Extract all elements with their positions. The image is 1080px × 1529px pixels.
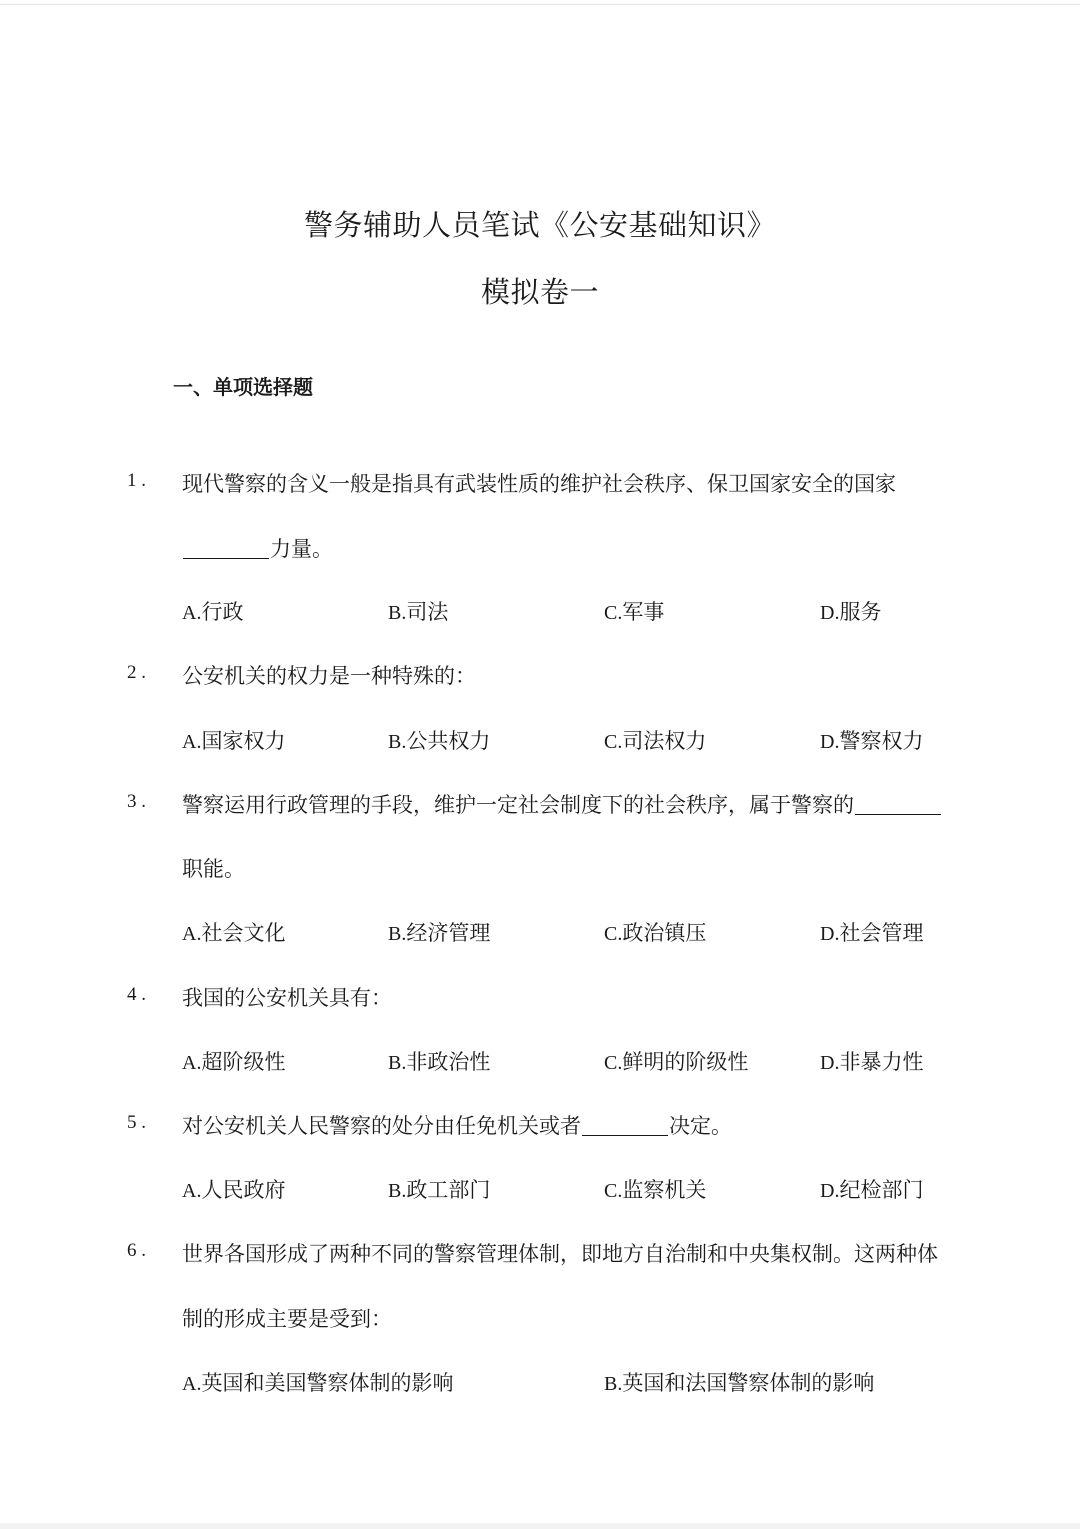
question-1-option-a	[182, 596, 243, 626]
question-4-stem-line1: 我国的公安机关具有：	[182, 986, 392, 1010]
option-letter: B.	[388, 1180, 407, 1202]
option-letter: B.	[388, 1052, 407, 1074]
option-text: 英国和法国警察体制的影响	[622, 1371, 875, 1395]
question-2-option-b	[388, 725, 490, 755]
option-text: 社会文化	[201, 921, 286, 945]
question-3-option-a	[182, 917, 285, 947]
question-4-option-c	[604, 1046, 748, 1076]
question-5-option-a	[182, 1174, 285, 1204]
question-5-stem-line1	[182, 1110, 732, 1140]
option-letter: D.	[820, 731, 840, 753]
option-letter: D.	[820, 602, 840, 624]
option-letter: A.	[182, 1180, 202, 1202]
question-3-option-c	[604, 917, 706, 947]
option-text: 纪检部门	[839, 1178, 924, 1202]
option-letter: C.	[604, 731, 623, 753]
question-5-stem-before-blank: 对公安机关人民警察的处分由任免机关或者	[182, 1114, 581, 1138]
option-text: 国家权力	[201, 729, 286, 753]
question-6-number: 6 .	[127, 1240, 146, 1261]
question-6-option-a	[182, 1367, 453, 1397]
answer-blank	[582, 1134, 668, 1136]
option-letter: C.	[604, 1180, 623, 1202]
option-text: 鲜明的阶级性	[622, 1050, 749, 1074]
question-2-option-d	[820, 725, 923, 755]
question-6-option-b	[604, 1367, 874, 1397]
question-2-stem-line1: 公安机关的权力是一种特殊的：	[182, 664, 476, 688]
question-3-option-d	[820, 917, 923, 947]
page-bottom-border	[0, 1523, 1080, 1529]
question-5-number: 5 .	[127, 1112, 146, 1133]
question-4-number: 4 .	[127, 984, 146, 1005]
question-3-option-b	[388, 917, 490, 947]
option-text: 公共权力	[406, 729, 491, 753]
option-letter: A.	[182, 1373, 202, 1395]
option-letter: B.	[388, 731, 407, 753]
option-letter: D.	[820, 1052, 840, 1074]
question-3-stem-line1-text: 警察运用行政管理的手段，维护一定社会制度下的社会秩序，属于警察的	[182, 793, 854, 817]
option-letter: A.	[182, 731, 202, 753]
question-4-option-b	[388, 1046, 490, 1076]
question-1-option-d	[820, 596, 881, 626]
question-2-option-a	[182, 725, 285, 755]
option-letter: C.	[604, 1052, 623, 1074]
answer-blank	[855, 813, 941, 815]
question-2-number: 2 .	[127, 662, 146, 683]
answer-blank	[183, 557, 269, 559]
page-top-border	[0, 4, 1080, 5]
option-text: 政工部门	[406, 1178, 491, 1202]
option-text: 司法权力	[622, 729, 707, 753]
document-subtitle: 模拟卷一	[480, 275, 599, 309]
option-text: 军事	[622, 600, 665, 624]
option-letter: B.	[604, 1373, 623, 1395]
option-text: 非暴力性	[839, 1050, 924, 1074]
option-text: 人民政府	[201, 1178, 286, 1202]
option-letter: D.	[820, 923, 840, 945]
question-5-option-c	[604, 1174, 706, 1204]
question-3-stem-line1	[182, 789, 942, 819]
question-1-option-b	[388, 596, 448, 626]
option-text: 经济管理	[406, 921, 491, 945]
question-5-stem-after-blank: 决定。	[669, 1114, 732, 1138]
option-text: 政治镇压	[622, 921, 707, 945]
option-text: 超阶级性	[201, 1050, 286, 1074]
section-heading: 一、单项选择题	[173, 375, 313, 399]
question-3-number: 3 .	[127, 791, 146, 812]
question-1-number: 1 .	[127, 470, 146, 491]
option-letter: C.	[604, 923, 623, 945]
option-text: 英国和美国警察体制的影响	[201, 1371, 454, 1395]
option-letter: D.	[820, 1180, 840, 1202]
option-letter: A.	[182, 1052, 202, 1074]
question-2-option-c	[604, 725, 706, 755]
option-letter: C.	[604, 602, 623, 624]
option-letter: A.	[182, 923, 202, 945]
question-1-stem-line2-text: 力量。	[270, 537, 333, 561]
option-text: 非政治性	[406, 1050, 491, 1074]
option-text: 社会管理	[839, 921, 924, 945]
option-text: 监察机关	[622, 1178, 707, 1202]
question-5-option-b	[388, 1174, 490, 1204]
question-6-stem-line2: 制的形成主要是受到：	[182, 1307, 392, 1331]
question-4-option-a	[182, 1046, 285, 1076]
option-letter: A.	[182, 602, 202, 624]
question-5-option-d	[820, 1174, 923, 1204]
option-letter: B.	[388, 602, 407, 624]
question-3-stem-line2: 职能。	[182, 857, 245, 881]
option-text: 服务	[839, 600, 882, 624]
question-4-option-d	[820, 1046, 923, 1076]
question-1-stem-line2	[182, 533, 333, 563]
question-6-stem-line1: 世界各国形成了两种不同的警察管理体制，即地方自治制和中央集权制。这两种体	[182, 1242, 938, 1266]
document-title: 警务辅助人员笔试《公安基础知识》	[303, 208, 776, 242]
question-1-stem-line1: 现代警察的含义一般是指具有武装性质的维护社会秩序、保卫国家安全的国家	[182, 472, 896, 496]
option-text: 司法	[406, 600, 449, 624]
question-1-option-c	[604, 596, 664, 626]
option-letter: B.	[388, 923, 407, 945]
option-text: 行政	[201, 600, 244, 624]
option-text: 警察权力	[839, 729, 924, 753]
